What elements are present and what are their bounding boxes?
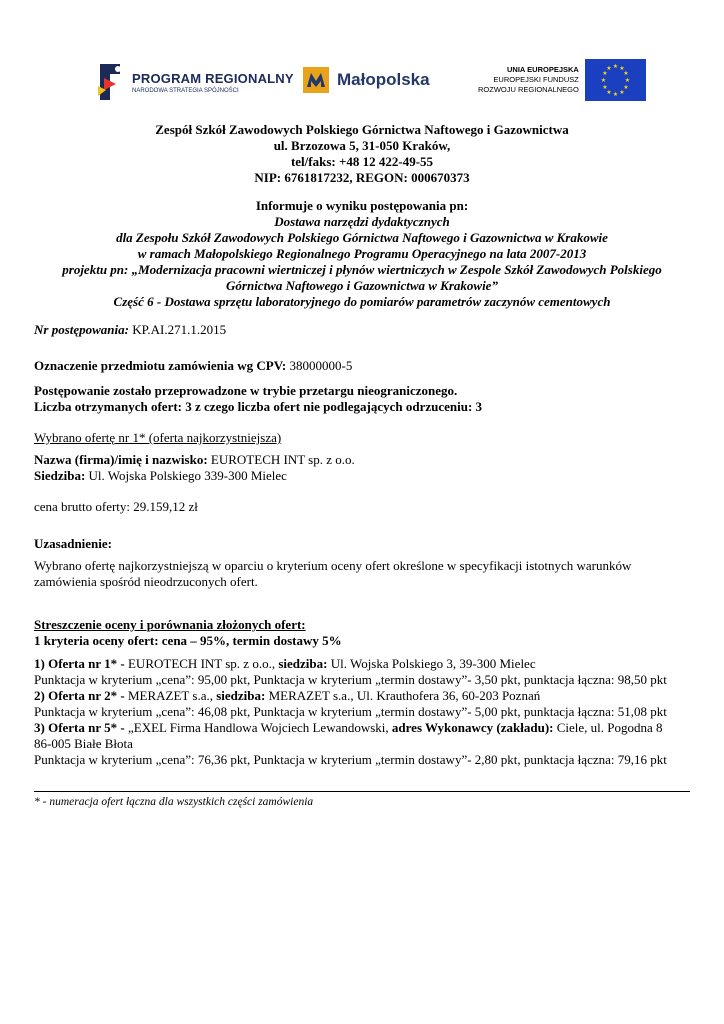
oferta-2 bbox=[34, 688, 540, 704]
svg-text:★: ★ bbox=[624, 77, 631, 84]
cpv-label: Oznaczenie przedmiotu zamówienia wg CPV: bbox=[34, 358, 287, 373]
ue-line3: ROZWOJU REGIONALNEGO bbox=[478, 85, 579, 94]
svg-text:★: ★ bbox=[612, 63, 619, 70]
malopolska-mark-icon bbox=[303, 67, 329, 93]
liczba-ofert: Liczba otrzymanych ofert: 3 z czego liczba ofert nie podlegających odrzuceniu: 3 bbox=[34, 399, 483, 414]
firma-value: EUROTECH INT sp. z o.o. bbox=[207, 452, 355, 467]
oferta-2-name: MERAZET s.a., bbox=[127, 688, 217, 703]
uzasadnienie-line2: zamówienia spośród nieodrzuconych ofert. bbox=[34, 574, 258, 589]
oferta-3-name: „EXEL Firma Handlowa Wojciech Lewandowski, bbox=[127, 720, 392, 735]
svg-text:★: ★ bbox=[623, 70, 629, 77]
svg-text:★: ★ bbox=[600, 77, 607, 84]
oferta-2-num: 2) Oferta nr 2* - bbox=[34, 688, 128, 703]
school-address: ul. Brzozowa 5, 31-050 Kraków, bbox=[273, 138, 451, 153]
info-line6: Część 6 - Dostawa sprzętu laboratoryjnego do pomiarów parametrów zaczynów cementowych bbox=[113, 294, 611, 309]
info-line3: w ramach Małopolskiego Regionalnego Programu Operacyjnego na lata 2007-2013 bbox=[137, 246, 587, 261]
svg-text:★: ★ bbox=[623, 84, 629, 91]
oferta-1-num: 1) Oferta nr 1* - bbox=[34, 656, 128, 671]
logo-bar bbox=[0, 55, 724, 107]
oferta-1-name: EUROTECH INT sp. z o.o., bbox=[127, 656, 279, 671]
oferta-2-address: MERAZET s.a., Ul. Krauthofera 36, 60-203 Poznań bbox=[265, 688, 541, 703]
nr-label: Nr postępowania: bbox=[34, 322, 129, 337]
info-title: Informuje o wyniku postępowania pn: bbox=[255, 198, 469, 213]
eu-flag-icon bbox=[585, 59, 646, 101]
uzasadnienie-title: Uzasadnienie: bbox=[34, 536, 112, 551]
oferta-3-address: Ciele, ul. Pogodna 8 bbox=[553, 720, 663, 735]
svg-text:★: ★ bbox=[619, 65, 625, 72]
school-phone: tel/faks: +48 12 422-49-55 bbox=[290, 154, 434, 169]
footnote: * - numeracja ofert łączna dla wszystkich części zamówienia bbox=[34, 796, 314, 808]
ue-line1: UNIA EUROPEJSKA bbox=[507, 65, 579, 74]
footnote-divider bbox=[34, 791, 690, 792]
streszczenie-title: Streszczenie oceny i porównania złożonych ofert: bbox=[34, 617, 306, 632]
siedziba-value: Ul. Wojska Polskiego 339-300 Mielec bbox=[85, 468, 287, 483]
oferta-3-address-line2: 86-005 Białe Błota bbox=[34, 736, 133, 751]
cena-brutto: cena brutto oferty: 29.159,12 zł bbox=[34, 499, 198, 514]
cpv-value: 38000000-5 bbox=[286, 358, 353, 373]
nr-value: KP.AI.271.1.2015 bbox=[128, 322, 227, 337]
oferta-1 bbox=[34, 656, 536, 672]
info-line1: Dostawa narzędzi dydaktycznych bbox=[274, 214, 450, 229]
svg-text:★: ★ bbox=[606, 89, 612, 96]
program-regionalny-subtitle: NARODOWA STRATEGIA SPÓJNOŚCI bbox=[132, 87, 239, 94]
oferta-2-punktacja: Punktacja w kryterium „cena”: 46,08 pkt, Punktacja w kryterium „termin dostawy”- 5,00 pkt, punktacja łączna: 51,08 pkt bbox=[34, 704, 667, 719]
info-line2: dla Zespołu Szkół Zawodowych Polskiego Górnictwa Naftowego i Gazownictwa w Krakowie bbox=[116, 230, 608, 245]
oferta-1-address: Ul. Wojska Polskiego 3, 39-300 Mielec bbox=[327, 656, 536, 671]
program-regionalny-title: PROGRAM REGIONALNY bbox=[132, 70, 294, 86]
svg-text:★: ★ bbox=[602, 84, 608, 91]
info-line5: Górnictwa Naftowego i Gazownictwa w Krakowie” bbox=[226, 278, 498, 293]
program-regionalny-logo bbox=[96, 59, 294, 105]
siedziba-label: Siedziba: bbox=[34, 468, 86, 483]
uzasadnienie-line1: Wybrano ofertę najkorzystniejszą w oparciu o kryterium oceny ofert określone w specyfikacji istotnych warunków bbox=[34, 558, 632, 573]
oferta-3 bbox=[34, 720, 663, 736]
wybrano-oferte: Wybrano ofertę nr 1* (oferta najkorzystniejsza) bbox=[34, 430, 282, 445]
info-line4: projektu pn: „Modernizacja pracowni wiertniczej i płynów wiertniczych w Zespole Szkół Zawodowych Polskiego bbox=[62, 262, 662, 277]
oferta-1-siedziba-label: siedziba: bbox=[278, 656, 328, 671]
firma-line bbox=[34, 452, 355, 468]
school-nip: NIP: 6761817232, REGON: 000670373 bbox=[254, 170, 470, 185]
kryteria-line: 1 kryteria oceny ofert: cena – 95%, termin dostawy 5% bbox=[34, 633, 342, 648]
svg-text:★: ★ bbox=[612, 91, 619, 98]
svg-text:★: ★ bbox=[606, 65, 612, 72]
school-name: Zespół Szkół Zawodowych Polskiego Górnictwa Naftowego i Gazownictwa bbox=[155, 122, 569, 137]
svg-text:★: ★ bbox=[619, 89, 625, 96]
oferta-3-num: 3) Oferta nr 5* - bbox=[34, 720, 128, 735]
firma-label: Nazwa (firma)/imię i nazwisko: bbox=[34, 452, 208, 467]
malopolska-logo bbox=[303, 67, 430, 93]
svg-text:★: ★ bbox=[602, 70, 608, 77]
oferta-3-adres-label: adres Wykonawcy (zakładu): bbox=[391, 720, 554, 735]
nr-postepowania bbox=[34, 322, 226, 338]
tryb-line: Postępowanie zostało przeprowadzone w trybie przetargu nieograniczonego. bbox=[34, 383, 458, 398]
cpv-line bbox=[34, 358, 352, 374]
siedziba-line bbox=[34, 468, 287, 484]
oferta-2-siedziba-label: siedziba: bbox=[216, 688, 266, 703]
ue-line2: EUROPEJSKI FUNDUSZ bbox=[493, 75, 579, 84]
oferta-3-punktacja: Punktacja w kryterium „cena”: 76,36 pkt, Punktacja w kryterium „termin dostawy”- 2,80 pkt, punktacja łączna: 79,16 pkt bbox=[34, 752, 667, 767]
ue-logo bbox=[478, 59, 646, 101]
oferta-1-punktacja: Punktacja w kryterium „cena”: 95,00 pkt, Punktacja w kryterium „termin dostawy”- 3,50 pkt, punktacja łączna: 98,50 pkt bbox=[34, 672, 667, 687]
program-regionalny-mark-icon bbox=[96, 60, 126, 104]
malopolska-title: Małopolska bbox=[337, 70, 430, 89]
